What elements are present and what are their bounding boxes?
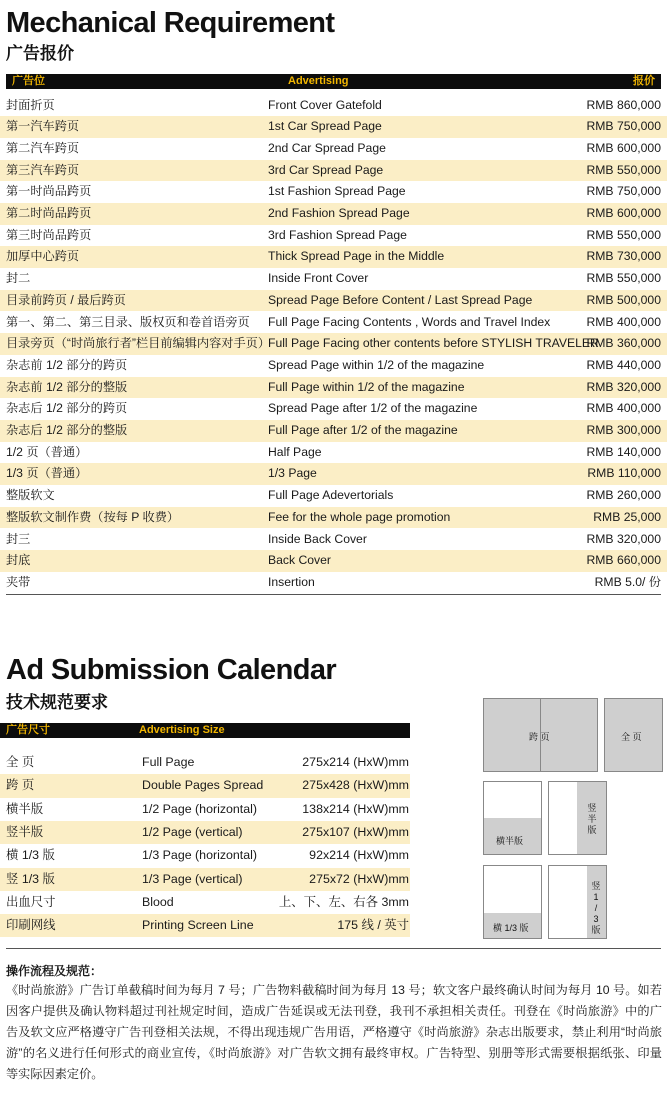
- rate-position: 整版软文: [6, 488, 55, 503]
- rate-price: RMB 400,000: [586, 401, 661, 416]
- rate-advertising: Thick Spread Page in the Middle: [268, 249, 445, 264]
- spec-format-en: Printing Screen Line: [142, 918, 254, 933]
- rate-row: [0, 95, 667, 117]
- rate-advertising: Spread Page within 1/2 of the magazine: [268, 357, 485, 372]
- full-page-diagram: [604, 698, 663, 772]
- rate-price: RMB 750,000: [586, 184, 661, 199]
- rate-position: 第一时尚品跨页: [6, 184, 92, 199]
- spec-table-header: [0, 723, 410, 738]
- rate-row: [0, 420, 667, 442]
- rate-row: [0, 333, 667, 355]
- rate-advertising: Spread Page Before Content / Last Spread Page: [268, 292, 533, 307]
- rate-position: 第二汽车跨页: [6, 140, 80, 155]
- rate-advertising: 3rd Fashion Spread Page: [268, 227, 407, 242]
- rate-position: 封二: [6, 271, 31, 286]
- spec-size: 上、下、左、右各 3mm: [278, 894, 409, 909]
- rate-position: 目录旁页（“时尚旅行者”栏目前编辑内容对手页）: [6, 336, 271, 351]
- notes-title: 操作流程及规范：: [6, 964, 103, 978]
- spec-size: 275x428 (HxW)mm: [302, 778, 409, 793]
- rate-row: [0, 572, 667, 594]
- rate-row: [0, 246, 667, 268]
- rate-price: RMB 320,000: [586, 379, 661, 394]
- rate-price: RMB 600,000: [586, 206, 661, 220]
- spec-row: [0, 891, 410, 914]
- spec-format-en: Double Pages Spread: [142, 778, 264, 793]
- rate-position: 加厚中心跨页: [6, 249, 80, 264]
- mechanical-requirement-title: Mechanical Requirement: [6, 7, 335, 39]
- third-vertical-diagram: [548, 865, 607, 939]
- rate-position: 第三时尚品跨页: [6, 227, 92, 242]
- spec-format: 印刷网线: [6, 918, 56, 933]
- rate-row: [0, 160, 667, 182]
- rate-advertising: 1st Car Spread Page: [268, 119, 382, 134]
- spread-label: 跨 页: [529, 732, 550, 742]
- spec-size: 175 线 / 英寸: [337, 918, 409, 933]
- rate-price: RMB 110,000: [587, 466, 661, 481]
- rate-advertising: Full Page after 1/2 of the magazine: [268, 423, 458, 437]
- rate-position: 杂志后 1/2 部分的整版: [6, 423, 128, 437]
- spec-format-en: 1/3 Page (vertical): [142, 871, 243, 886]
- rate-price: RMB 140,000: [586, 444, 661, 459]
- rate-table-bottom-rule: [6, 594, 661, 595]
- rate-row: [0, 398, 667, 420]
- spec-row: [0, 868, 410, 891]
- rate-advertising: Front Cover Gatefold: [268, 97, 382, 112]
- rate-price: RMB 320,000: [586, 531, 661, 546]
- rate-position: 第一、第二、第三目录、版权页和卷首语旁页: [6, 314, 250, 329]
- spec-size: 275x107 (HxW)mm: [302, 824, 409, 839]
- ad-submission-title: Ad Submission Calendar: [6, 654, 337, 686]
- spec-row: [0, 821, 410, 844]
- rate-price: RMB 860,000: [586, 97, 661, 112]
- rate-price: RMB 600,000: [586, 140, 661, 155]
- spec-format: 竖 1/3 版: [6, 871, 55, 886]
- rate-price: RMB 550,000: [586, 227, 661, 242]
- rate-price: RMB 400,000: [586, 314, 661, 329]
- rate-advertising: 2nd Car Spread Page: [268, 140, 386, 155]
- rate-row: [0, 268, 667, 290]
- spec-format-en: 1/2 Page (vertical): [142, 824, 243, 839]
- rate-position: 夹带: [6, 574, 31, 589]
- rate-position: 第二时尚品跨页: [6, 206, 92, 220]
- rate-row: [0, 181, 667, 203]
- rate-position: 杂志前 1/2 部分的整版: [6, 379, 128, 394]
- rate-advertising: 1st Fashion Spread Page: [268, 184, 406, 199]
- rate-row: [0, 355, 667, 377]
- rate-advertising: 3rd Car Spread Page: [268, 162, 384, 177]
- rate-position: 1/3 页（普通）: [6, 466, 88, 481]
- header-size-en: Advertising Size: [139, 724, 225, 736]
- spec-format-en: 1/2 Page (horizontal): [142, 801, 258, 816]
- rate-advertising: Inside Back Cover: [268, 531, 367, 546]
- full-page-label: 全 页: [621, 732, 642, 742]
- spec-format-en: 1/3 Page (horizontal): [142, 848, 258, 863]
- rate-position: 杂志前 1/2 部分的跨页: [6, 357, 128, 372]
- rate-position: 封三: [6, 531, 31, 546]
- rate-position: 目录前跨页 / 最后跨页: [6, 292, 126, 307]
- spec-format-en: Blood: [142, 894, 174, 909]
- rate-advertising: Full Page within 1/2 of the magazine: [268, 379, 465, 394]
- half-horizontal-diagram: [483, 781, 542, 855]
- rate-subtitle: 广告报价: [6, 44, 74, 63]
- rate-row: [0, 225, 667, 247]
- spec-row: [0, 774, 410, 797]
- header-advertising: Advertising: [288, 75, 349, 87]
- header-size-zh: 广告尺寸: [6, 724, 50, 736]
- rate-row: [0, 290, 667, 312]
- rate-position: 1/2 页（普通）: [6, 444, 88, 459]
- spec-format-en: Full Page: [142, 755, 195, 769]
- spec-subtitle: 技术规范要求: [6, 693, 108, 712]
- rate-advertising: Spread Page after 1/2 of the magazine: [268, 401, 478, 416]
- rate-price: RMB 360,000: [586, 336, 661, 351]
- rate-advertising: 1/3 Page: [268, 466, 317, 481]
- rate-price: RMB 260,000: [586, 488, 661, 503]
- rate-row: [0, 377, 667, 399]
- spec-format: 全 页: [6, 755, 35, 769]
- rate-price: RMB 25,000: [593, 509, 661, 524]
- third-horizontal-diagram: [483, 865, 542, 939]
- spec-row: [0, 798, 410, 821]
- rate-advertising: Fee for the whole page promotion: [268, 509, 451, 524]
- header-position: 广告位: [12, 75, 45, 87]
- rate-advertising: Half Page: [268, 444, 322, 459]
- rate-position: 整版软文制作费（按每 P 收费）: [6, 509, 180, 524]
- spec-format: 竖半版: [6, 824, 44, 839]
- rate-position: 封面折页: [6, 97, 55, 112]
- rate-row: [0, 550, 667, 572]
- rate-row: [0, 529, 667, 551]
- rate-price: RMB 300,000: [586, 423, 661, 437]
- rate-advertising: Full Page Facing Contents , Words and Travel Index: [268, 314, 551, 329]
- third-horizontal-label: 横 1/3 版: [493, 923, 529, 933]
- half-vertical-label: 竖 半 版: [587, 803, 597, 835]
- third-vertical-label: 竖 1 / 3 版: [591, 881, 601, 935]
- rate-row: [0, 203, 667, 225]
- rate-price: RMB 500,000: [586, 292, 661, 307]
- spec-format: 跨 页: [6, 778, 35, 793]
- rate-position: 封底: [6, 553, 31, 568]
- notes-top-rule: [6, 948, 661, 949]
- spec-row: [0, 751, 410, 774]
- notes-body: 《时尚旅游》广告订单截稿时间为每月 7 号；广告物料截稿时间为每月 13 号；软文客户最终确认时间为每月 10 号。如若因客户提供及确认物料超过刊社规定时间，造成广告延误或无法刊登，我刊不承担相关责任。刊登在《时尚旅游》中的广告及软文应严格遵守广告刊登相关法规，不得出现违规广告用语，严格遵守《时尚旅游》杂志出版要求，禁止利用“时尚旅游”的名义进行任何形式的商业宣传，《时尚旅游》对广告软文拥有最终审权。广告特型、别册等形式需要根据纸张、印量等实际因素定价。: [6, 983, 662, 1081]
- rate-row: [0, 138, 667, 160]
- half-vertical-diagram: [548, 781, 607, 855]
- rate-advertising: Full Page Facing other contents before STYLISH TRAVELER: [268, 336, 599, 351]
- spec-size: 138x214 (HxW)mm: [302, 801, 409, 816]
- rate-advertising: Back Cover: [268, 553, 331, 568]
- rate-position: 第一汽车跨页: [6, 119, 80, 134]
- rate-position: 杂志后 1/2 部分的跨页: [6, 401, 128, 416]
- half-horizontal-label: 横半版: [496, 836, 524, 846]
- spec-size: 275x72 (HxW)mm: [309, 871, 409, 886]
- rate-advertising: Insertion: [268, 574, 315, 589]
- rate-price: RMB 750,000: [586, 119, 661, 134]
- rate-price: RMB 5.0/ 份: [594, 574, 661, 589]
- spread-diagram: [483, 698, 598, 772]
- rate-position: 第三汽车跨页: [6, 162, 80, 177]
- rate-row: [0, 463, 667, 485]
- rate-advertising: 2nd Fashion Spread Page: [268, 206, 410, 220]
- rate-advertising: Full Page Adevertorials: [268, 488, 394, 503]
- rate-price: RMB 550,000: [586, 162, 661, 177]
- rate-price: RMB 440,000: [586, 357, 661, 372]
- rate-price: RMB 730,000: [586, 249, 661, 264]
- rate-row: [0, 312, 667, 334]
- rate-advertising: Inside Front Cover: [268, 271, 369, 286]
- spec-size: 275x214 (HxW)mm: [302, 755, 409, 769]
- rate-price: RMB 550,000: [586, 271, 661, 286]
- rate-row: [0, 116, 667, 138]
- spec-row: [0, 914, 410, 937]
- rate-row: [0, 485, 667, 507]
- spec-format: 横 1/3 版: [6, 848, 55, 863]
- rate-price: RMB 660,000: [586, 553, 661, 568]
- spec-size: 92x214 (HxW)mm: [309, 848, 409, 863]
- rate-row: [0, 507, 667, 529]
- spec-format: 横半版: [6, 801, 44, 816]
- spec-row: [0, 844, 410, 867]
- spec-format: 出血尺寸: [6, 894, 56, 909]
- rate-table-header: [6, 74, 661, 89]
- header-price: 报价: [633, 75, 655, 87]
- rate-row: [0, 442, 667, 464]
